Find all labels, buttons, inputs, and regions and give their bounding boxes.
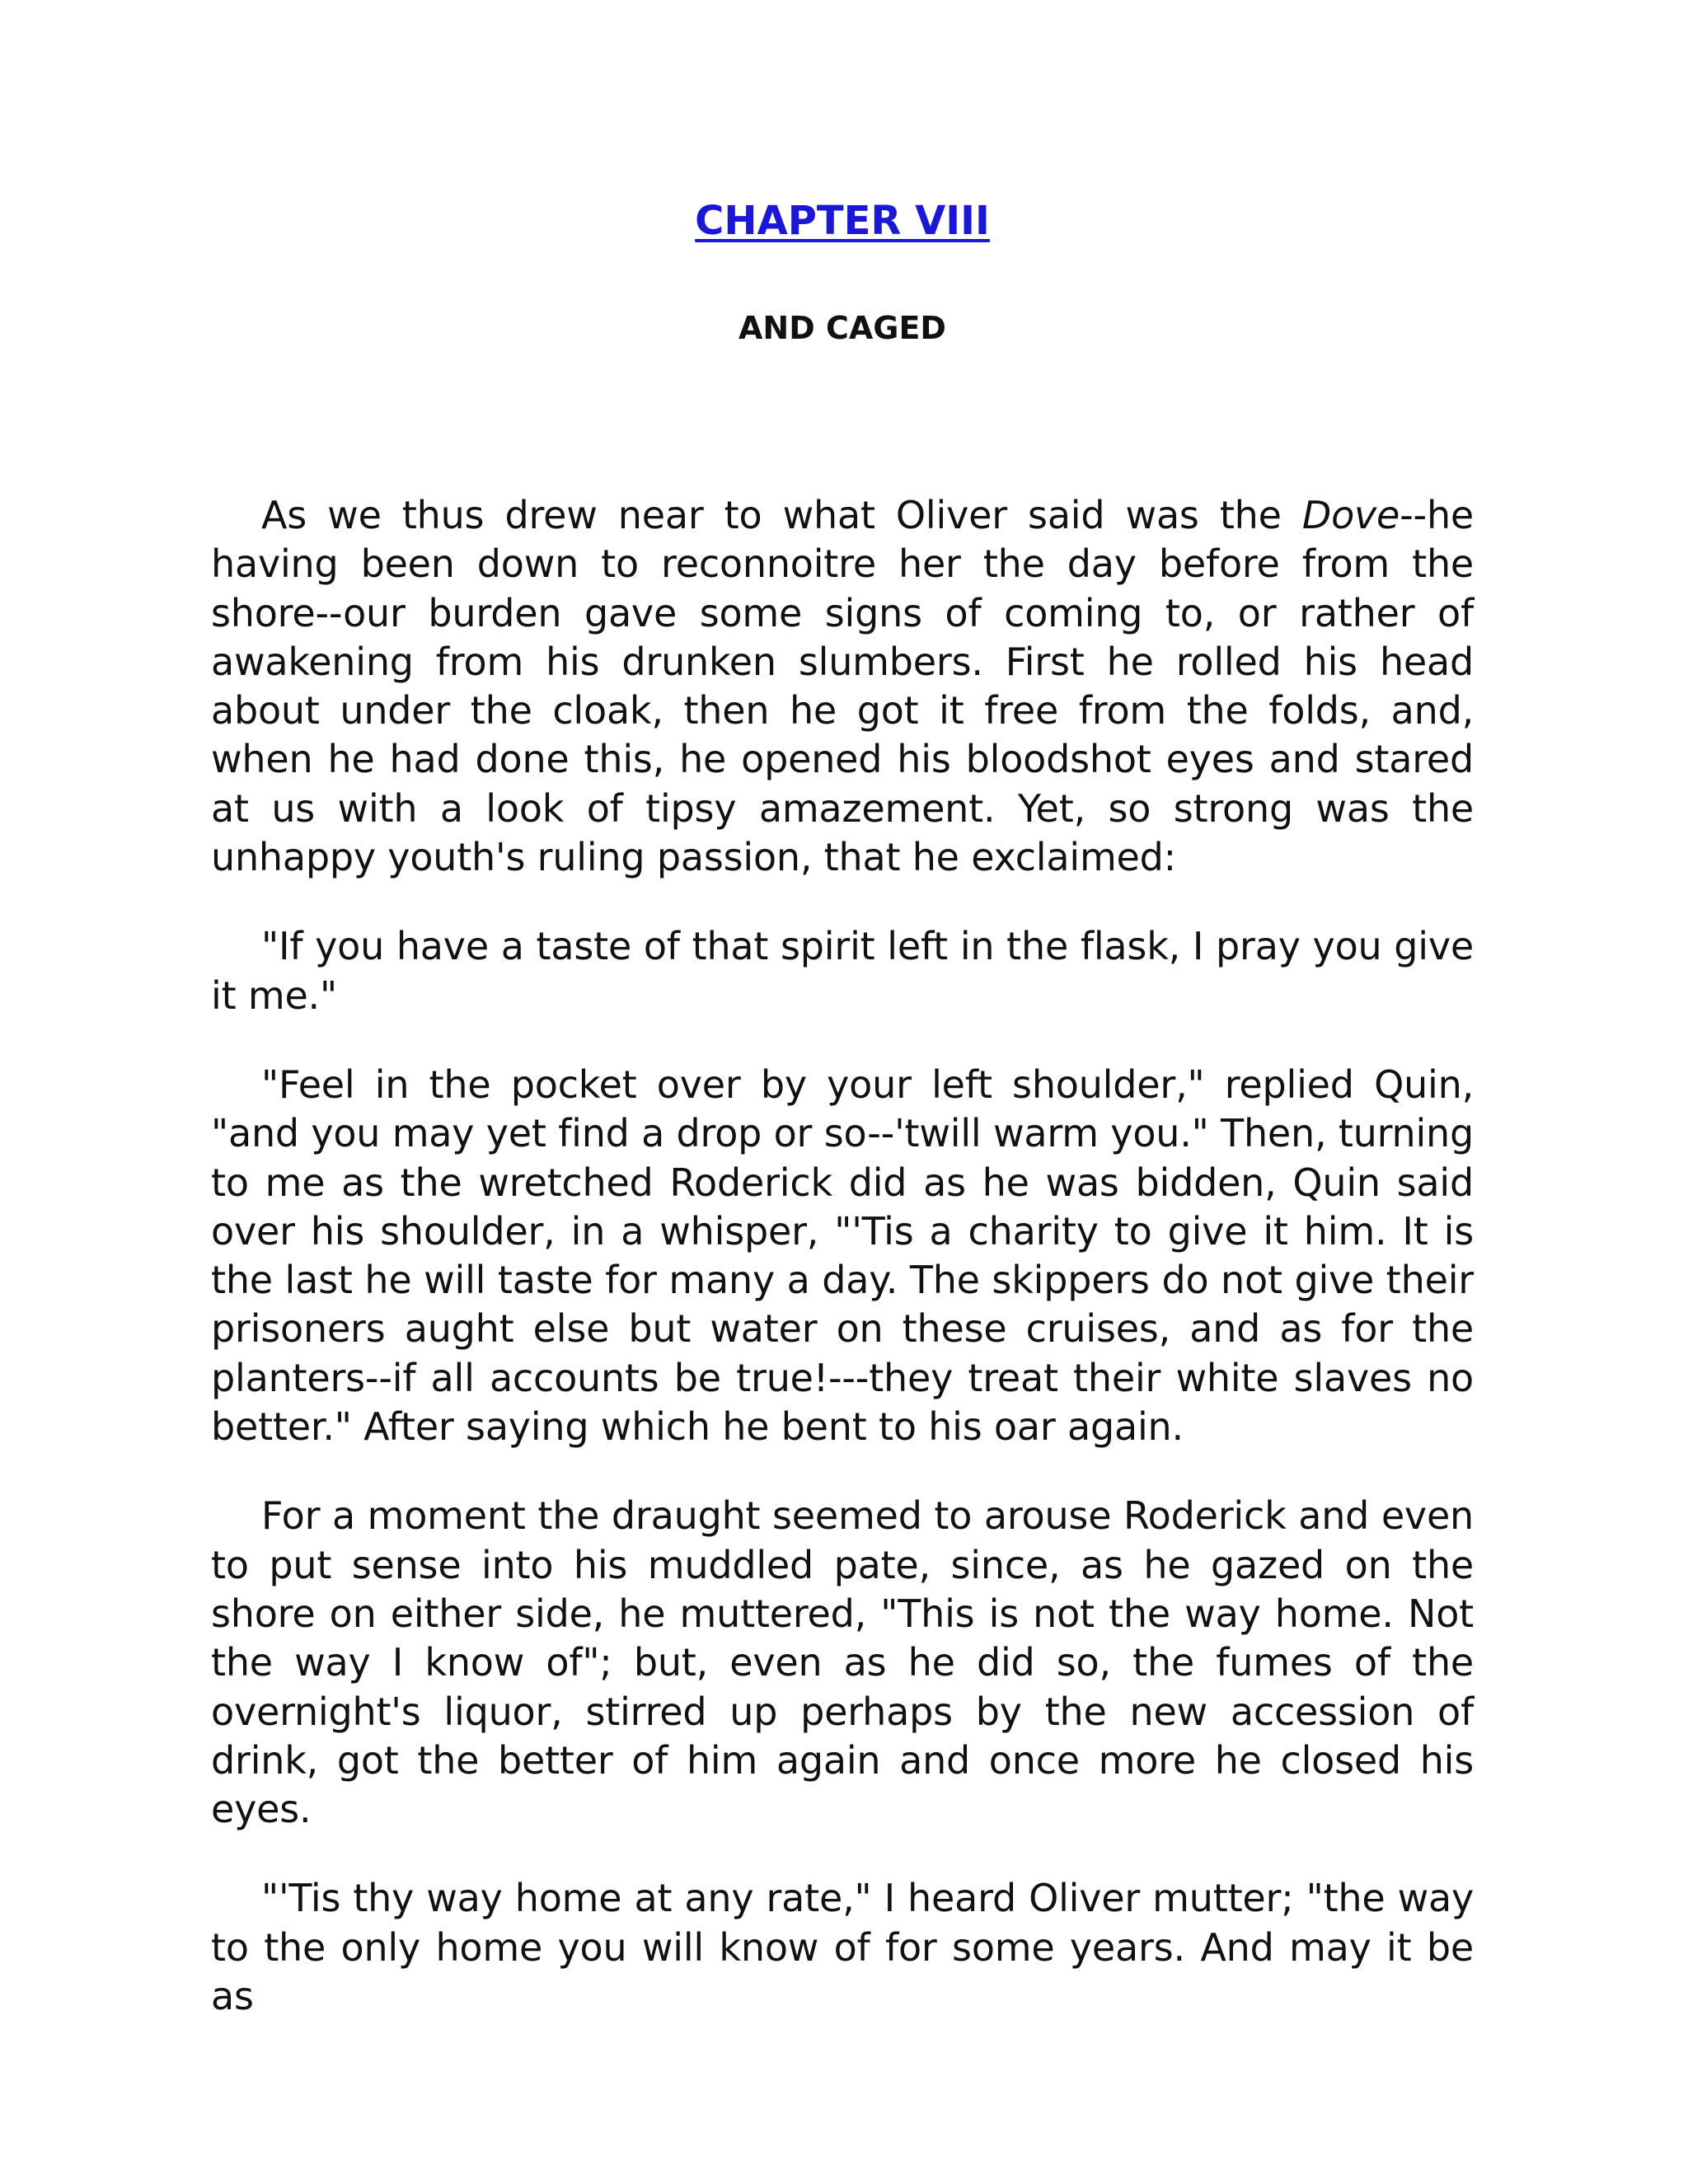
paragraph: "Feel in the pocket over by your left shoulder," replied Quin, "and you may yet find a drop or so--'twill warm you." Then, turning to me as the wretched Roderick did as he was bidden, Quin said over his shoulder, in a whisper, "'Tis a charity to give it him. It is the last he will taste for many a day. The skippers do not give their prisoners aught else but water on these cruises, and as for the planters--if all accounts be true!---they treat their white slaves no better." After saying which he bent to his oar again. <box>211 1062 1474 1450</box>
ship-name: Dove <box>1301 493 1400 537</box>
paragraph: "If you have a taste of that spirit left in the flask, I pray you give it me." <box>211 924 1474 1018</box>
paragraph-text: --he having been down to reconnoitre her the day before from the shore--our burden gave some signs of coming to, or rather of awakening from his drunken slumbers. First he rolled his head about under the cloak, then he got it free from the folds, and, when he had done this, he opened his bloodshot eyes and stared at us with a look of tipsy amazement. Yet, so strong was the unhappy youth's ruling passion, that he exclaimed: <box>211 493 1474 880</box>
paragraph: For a moment the draught seemed to arouse Roderick and even to put sense into his muddled pate, since, as he gazed on the shore on either side, he muttered, "This is not the way home. Not the way I know of"; but, even as he did so, the fumes of the overnight's liquor, stirred up perhaps by the new accession of drink, got the better of him again and once more he closed his eyes. <box>211 1493 1474 1832</box>
chapter-title-link[interactable]: CHAPTER VIII <box>695 198 990 244</box>
chapter-body <box>211 491 1474 2061</box>
paragraph-text: As we thus drew near to what Oliver said was the <box>261 493 1302 537</box>
paragraph: "'Tis thy way home at any rate," I heard Oliver mutter; "the way to the only home you will know of for some years. And may it be as <box>211 1876 1474 2019</box>
chapter-subtitle: AND CAGED <box>738 310 946 346</box>
paragraph <box>211 491 1474 882</box>
chapter-title <box>211 196 1474 246</box>
